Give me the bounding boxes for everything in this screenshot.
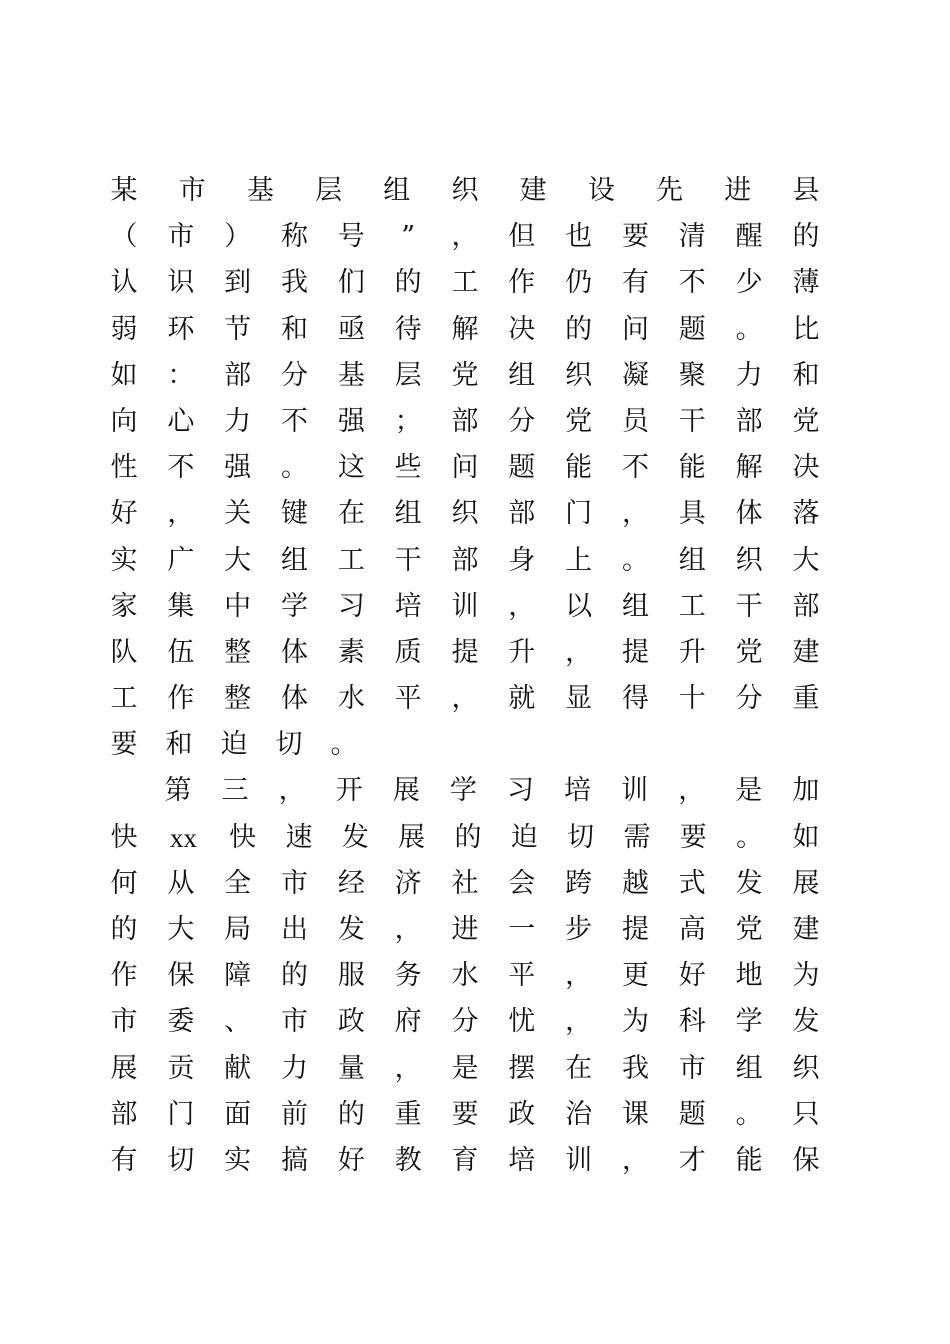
text-char: 作 (167, 683, 195, 715)
text-char: ； (394, 405, 422, 437)
text-char: 党 (451, 359, 479, 391)
text-char: 显 (565, 683, 593, 715)
text-char: 政 (508, 1098, 536, 1130)
text-char: 体 (280, 636, 308, 668)
text-char: （ (110, 221, 138, 253)
text-char: 实 (224, 1144, 252, 1176)
text-char: 式 (678, 867, 706, 899)
text-line (110, 538, 820, 584)
text-char: 也 (565, 221, 593, 253)
text-line (110, 953, 820, 999)
text-char: 组 (508, 359, 536, 391)
text-char: 课 (621, 1098, 649, 1130)
text-char: 广 (167, 544, 195, 576)
text-char: 从 (167, 867, 195, 899)
text-line (110, 768, 820, 814)
text-char: 和 (280, 313, 308, 345)
text-char: 面 (224, 1098, 252, 1130)
text-char: 如 (110, 359, 138, 391)
text-char: 分 (735, 683, 763, 715)
text-char: 市 (280, 867, 308, 899)
text-char: 织 (451, 175, 479, 206)
text-char: 好 (337, 1144, 365, 1176)
text-char: 需 (623, 821, 651, 853)
text-char: 建 (792, 636, 820, 668)
text-char: 体 (735, 498, 763, 530)
text-char: 能 (735, 1144, 763, 1176)
text-char: 醒 (735, 221, 763, 253)
text-char: 称 (280, 221, 308, 253)
text-char: 更 (621, 960, 649, 992)
text-char: 的 (394, 267, 422, 299)
text-line (110, 1046, 820, 1092)
text-char: 的 (280, 960, 308, 992)
text-char: 问 (621, 313, 649, 345)
text-char: 家 (110, 590, 138, 622)
text-char: 这 (337, 452, 365, 484)
text-char: 何 (110, 867, 138, 899)
text-char: 。 (280, 452, 308, 484)
text-char: 为 (621, 1006, 649, 1038)
text-char: 发 (341, 821, 369, 853)
text-char: 作 (110, 960, 138, 992)
text-char: 提 (621, 636, 649, 668)
text-char: 加 (792, 775, 820, 807)
text-char: 干 (394, 544, 422, 576)
text-char: 亟 (337, 313, 365, 345)
text-char: 党 (792, 405, 820, 437)
text-char: ， (565, 1006, 593, 1038)
text-char: 性 (110, 452, 138, 484)
text-char: 些 (394, 452, 422, 484)
text-char: 组 (383, 175, 411, 206)
text-char: 党 (735, 636, 763, 668)
text-char: 工 (337, 544, 365, 576)
text-char: 力 (735, 359, 763, 391)
text-char: 大 (224, 544, 252, 576)
text-char: 科 (678, 1006, 706, 1038)
text-char: 整 (224, 683, 252, 715)
text-char: 开 (335, 775, 363, 807)
text-char: 如 (792, 821, 820, 853)
text-char: 基 (337, 359, 365, 391)
text-char: 有 (621, 267, 649, 299)
text-char: 经 (337, 867, 365, 899)
text-char: 号 (337, 221, 365, 253)
text-char: 中 (224, 590, 252, 622)
text-char: 题 (678, 1098, 706, 1130)
text-char: 作 (508, 267, 536, 299)
text-char: 搞 (280, 1144, 308, 1176)
text-char: 键 (280, 498, 308, 530)
text-char: 节 (224, 313, 252, 345)
text-char: 要 (110, 729, 138, 761)
text-char: 培 (394, 590, 422, 622)
text-char: 十 (678, 683, 706, 715)
text-char: 组 (678, 544, 706, 576)
text-char: 组 (621, 590, 649, 622)
text-char: 重 (792, 683, 820, 715)
text-char: 。 (735, 1098, 763, 1130)
text-line (110, 584, 820, 630)
text-char: 问 (451, 452, 479, 484)
text-char: 训 (451, 590, 479, 622)
text-char: 强 (224, 452, 252, 484)
text-char: 党 (565, 405, 593, 437)
text-char: 展 (792, 867, 820, 899)
text-char: 学 (280, 590, 308, 622)
text-char: 培 (564, 775, 592, 807)
text-char: 具 (678, 498, 706, 530)
text-char: 第 (164, 775, 192, 807)
text-char: ， (621, 1144, 649, 1176)
text-char: 部 (451, 405, 479, 437)
text-char: 大 (167, 914, 195, 945)
text-line (110, 399, 820, 445)
text-char: ， (394, 1052, 422, 1084)
text-line (110, 722, 820, 768)
text-char: 量 (337, 1052, 365, 1084)
text-char: 的 (454, 821, 482, 853)
text-char: 培 (508, 1144, 536, 1176)
text-char: 市 (110, 1006, 138, 1038)
text-char: 组 (735, 1052, 763, 1084)
text-char: 部 (224, 359, 252, 391)
text-char: 水 (337, 683, 365, 715)
text-char: 强 (337, 405, 365, 437)
text-char: 工 (451, 267, 479, 299)
text-char: 上 (565, 544, 593, 576)
text-char: 是 (451, 1052, 479, 1084)
text-char: ， (565, 636, 593, 668)
text-char: 我 (280, 267, 308, 299)
text-char: 队 (110, 636, 138, 668)
text-char: 党 (735, 914, 763, 945)
text-char: 题 (508, 452, 536, 484)
text-char: ， (678, 775, 706, 807)
text-char: 我 (621, 1052, 649, 1084)
text-char: 集 (167, 590, 195, 622)
text-char: 的 (792, 221, 820, 253)
text-char: 以 (565, 590, 593, 622)
text-char: 关 (224, 498, 252, 530)
text-char: 组 (280, 544, 308, 576)
text-char: 仍 (565, 267, 593, 299)
text-char: 。 (330, 729, 358, 761)
text-char: 障 (224, 960, 252, 992)
text-char: 速 (285, 821, 313, 853)
text-char: 解 (451, 313, 479, 345)
text-char: 要 (621, 221, 649, 253)
text-char: 身 (508, 544, 536, 576)
text-line (110, 999, 820, 1045)
text-char: 素 (337, 636, 365, 668)
text-char: 摆 (508, 1052, 536, 1084)
text-char: 工 (678, 590, 706, 622)
text-char: 育 (451, 1144, 479, 1176)
text-char: 建 (792, 914, 820, 945)
text-char: 认 (110, 267, 138, 299)
text-char: 升 (678, 636, 706, 668)
text-char: ， (621, 498, 649, 530)
text-char: 、 (224, 1006, 252, 1038)
text-char: 治 (565, 1098, 593, 1130)
text-char: 就 (508, 683, 536, 715)
text-char: 切 (167, 1144, 195, 1176)
text-char: 比 (792, 313, 820, 345)
text-char: ， (451, 683, 479, 715)
text-char: ， (278, 775, 306, 807)
text-char: ” (401, 221, 416, 253)
text-char: 建 (519, 175, 547, 206)
text-char: 发 (337, 914, 365, 945)
text-char: 委 (167, 1006, 195, 1038)
text-char: 部 (110, 1098, 138, 1130)
text-char: 平 (508, 960, 536, 992)
text-char: 为 (792, 960, 820, 992)
text-char: 县 (792, 175, 820, 206)
body-text (110, 168, 820, 1184)
text-line (110, 861, 820, 907)
text-char: 得 (621, 683, 649, 715)
text-char: 凝 (621, 359, 649, 391)
text-char: 心 (167, 405, 195, 437)
text-char: 发 (735, 867, 763, 899)
text-char: 快 (110, 821, 138, 853)
text-char: 学 (735, 1006, 763, 1038)
text-char: 质 (394, 636, 422, 668)
text-char: 部 (792, 590, 820, 622)
text-char: 门 (167, 1098, 195, 1130)
text-char: 某 (110, 175, 138, 206)
text-char: 分 (451, 1006, 479, 1038)
text-char: 市 (167, 221, 195, 253)
text-char: 员 (621, 405, 649, 437)
text-char: 忧 (508, 1006, 536, 1038)
text-char: 干 (735, 590, 763, 622)
text-char: xx (169, 822, 197, 853)
text-char: 体 (280, 683, 308, 715)
text-char: 习 (506, 775, 534, 807)
text-char: 的 (337, 1098, 365, 1130)
text-char: 在 (337, 498, 365, 530)
text-char: 好 (678, 960, 706, 992)
text-char: 出 (280, 914, 308, 945)
text-char: 但 (508, 221, 536, 253)
text-char: 不 (678, 267, 706, 299)
text-line (110, 907, 820, 953)
text-char: 。 (735, 313, 763, 345)
text-char: 薄 (792, 267, 820, 299)
text-char: 不 (280, 405, 308, 437)
text-char: 先 (656, 175, 683, 206)
text-char: 切 (567, 821, 595, 853)
text-char: 进 (724, 175, 752, 206)
text-char: 展 (392, 775, 420, 807)
text-char: 全 (224, 867, 252, 899)
text-char: 工 (110, 683, 138, 715)
text-char: 贡 (167, 1052, 195, 1084)
text-char: 组 (394, 498, 422, 530)
text-char: 设 (587, 175, 615, 206)
text-char: 门 (565, 498, 593, 530)
text-char: 决 (508, 313, 536, 345)
text-line (110, 491, 820, 537)
text-char: 待 (394, 313, 422, 345)
text-char: 环 (167, 313, 195, 345)
text-char: 平 (394, 683, 422, 715)
text-char: 只 (792, 1098, 820, 1130)
text-char: ） (224, 221, 252, 253)
text-char: 一 (508, 914, 536, 945)
text-char: 和 (165, 729, 193, 761)
text-char: 织 (565, 359, 593, 391)
text-char: 地 (735, 960, 763, 992)
text-char: 要 (451, 1098, 479, 1130)
text-char: 干 (678, 405, 706, 437)
text-char: ， (451, 221, 479, 253)
text-char: 们 (337, 267, 365, 299)
text-line (110, 260, 820, 306)
text-char: 部 (508, 498, 536, 530)
text-char: 分 (280, 359, 308, 391)
text-char: 到 (224, 267, 252, 299)
text-char: 献 (224, 1052, 252, 1084)
text-char: 政 (337, 1006, 365, 1038)
text-char: 分 (508, 405, 536, 437)
text-char: 市 (178, 175, 206, 206)
text-char: 。 (736, 821, 764, 853)
text-char: 务 (394, 960, 422, 992)
text-char: 不 (621, 452, 649, 484)
text-char: 基 (246, 175, 274, 206)
text-char: 前 (280, 1098, 308, 1130)
text-char: 层 (315, 175, 343, 206)
text-char: 整 (224, 636, 252, 668)
text-char: 社 (451, 867, 479, 899)
text-char: 学 (449, 775, 477, 807)
text-char: 弱 (110, 313, 138, 345)
text-char: 切 (275, 729, 303, 761)
text-char: 保 (792, 1144, 820, 1176)
text-char: 升 (508, 636, 536, 668)
text-char: ， (167, 498, 195, 530)
text-char: 局 (224, 914, 252, 945)
text-char: 不 (167, 452, 195, 484)
text-line (110, 676, 820, 722)
text-char: 大 (792, 544, 820, 576)
text-line (110, 214, 820, 260)
text-char: 提 (451, 636, 479, 668)
text-char: 部 (451, 544, 479, 576)
text-char: 三 (221, 775, 249, 807)
text-char: 市 (678, 1052, 706, 1084)
text-char: 聚 (678, 359, 706, 391)
text-line (110, 307, 820, 353)
text-char: 迫 (220, 729, 248, 761)
text-char: 好 (110, 498, 138, 530)
text-char: 清 (678, 221, 706, 253)
text-char: 习 (337, 590, 365, 622)
text-char: 发 (792, 1006, 820, 1038)
text-char: 力 (224, 405, 252, 437)
text-char: 水 (451, 960, 479, 992)
text-char: 服 (337, 960, 365, 992)
text-line (110, 1092, 820, 1138)
text-char: 解 (735, 452, 763, 484)
text-char: 和 (792, 359, 820, 391)
text-char: 少 (735, 267, 763, 299)
text-char: 训 (621, 775, 649, 807)
text-char: 的 (565, 313, 593, 345)
text-char: ， (394, 914, 422, 945)
text-line (110, 1138, 820, 1184)
text-char: 府 (394, 1006, 422, 1038)
text-char: 力 (280, 1052, 308, 1084)
text-char: 层 (394, 359, 422, 391)
text-char: 织 (792, 1052, 820, 1084)
text-char: ， (565, 960, 593, 992)
text-line (110, 445, 820, 491)
text-char: 重 (394, 1098, 422, 1130)
text-char: 才 (678, 1144, 706, 1176)
text-char: 市 (280, 1006, 308, 1038)
text-char: ， (508, 590, 536, 622)
text-char: 织 (451, 498, 479, 530)
text-char: 展 (110, 1052, 138, 1084)
text-line (110, 168, 820, 214)
text-char: ： (167, 359, 195, 391)
text-char: 教 (394, 1144, 422, 1176)
text-char: 步 (565, 914, 593, 945)
text-char: 快 (229, 821, 257, 853)
text-char: 展 (398, 821, 426, 853)
text-char: 会 (508, 867, 536, 899)
text-char: 题 (678, 313, 706, 345)
text-char: 的 (110, 914, 138, 945)
text-char: 要 (679, 821, 707, 853)
text-char: 能 (678, 452, 706, 484)
text-char: 训 (565, 1144, 593, 1176)
text-char: 在 (565, 1052, 593, 1084)
text-char: 跨 (565, 867, 593, 899)
text-char: 迫 (510, 821, 538, 853)
text-char: 提 (621, 914, 649, 945)
text-char: 织 (735, 544, 763, 576)
text-char: 越 (621, 867, 649, 899)
text-line (110, 815, 820, 861)
text-char: 落 (792, 498, 820, 530)
text-char: 部 (735, 405, 763, 437)
text-char: 识 (167, 267, 195, 299)
text-char: 有 (110, 1144, 138, 1176)
text-char: 能 (565, 452, 593, 484)
text-char: 是 (735, 775, 763, 807)
text-char: 济 (394, 867, 422, 899)
text-char: 伍 (167, 636, 195, 668)
text-char: 向 (110, 405, 138, 437)
text-char: 高 (678, 914, 706, 945)
text-char: 实 (110, 544, 138, 576)
text-line (110, 353, 820, 399)
text-char: 保 (167, 960, 195, 992)
text-char: 。 (621, 544, 649, 576)
text-line (110, 630, 820, 676)
text-char: 决 (792, 452, 820, 484)
text-char: 进 (451, 914, 479, 945)
